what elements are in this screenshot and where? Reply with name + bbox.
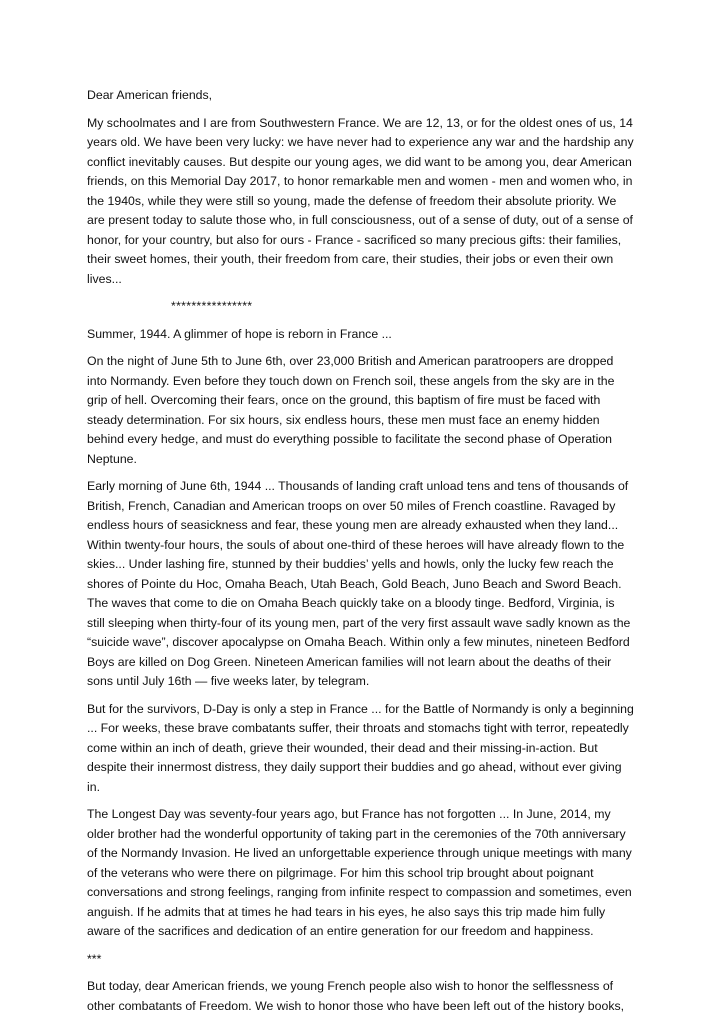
short-asterisk-separator: *** [87, 951, 102, 966]
paragraph-intro: My schoolmates and I are from Southwestern France. We are 12, 13, or for the oldest ones of us, 14 years old. We have been very lucky: we have never had to experience any war and the hardship any conflict inevitably causes. But despite our young ages, we did want to be among you, dear American friends, on this Memorial Day 2017, to honor remarkable men and women - men and women who, in the 1940s, while they were still so young, made the defense of freedom their absolute priority. We are present today to salute those who, in full consciousness, out of a sense of duty, out of a sense of honor, for your country, but also for ours - France - sacrificed so many precious gifts: their families, their sweet homes, their youth, their freedom from care, their studies, their jobs or even their own lives... [87, 115, 634, 286]
asterisk-separator: **************** [171, 299, 253, 313]
paragraph-d-day-landing: Early morning of June 6th, 1944 ... Thousands of landing craft unload tens and tens of thousands of British, French, Canadian and American troops on over 50 miles of French coastline. Ravaged by endless hours of seasickness and fear, these young men are already exhausted when they land... Within twenty-four hours, the souls of about one-third of these heroes will have already flown to the skies... Under lashing fire, stunned by their buddies’ yells and howls, only the lucky few reach the shores of Pointe du Hoc, Omaha Beach, Utah Beach, Gold Beach, Juno Beach and Sword Beach. The waves that come to die on Omaha Beach quickly take on a bloody tinge. Bedford, Virginia, is still sleeping when thirty-four of its young men, part of the very first assault wave sadly known as the “suicide wave”, discover apocalypse on Omaha Beach. Within only a few minutes, nineteen Bedford Boys are killed on Dog Green. Nineteen American families will not learn about the deaths of their sons until July 16th — five weeks later, by telegram. [87, 479, 631, 688]
paragraph-today: But today, dear American friends, we young French people also wish to honor the selflessness of other combatants of Freedom. We wish to honor those who have been left out of the history books, [87, 979, 625, 1013]
paragraph-longest-day: The Longest Day was seventy-four years ago, but France has not forgotten ... In June, 2014, my older brother had the wonderful opportunity of taking part in the ceremonies of the 70th anniversary of the Normandy Invasion. He lived an unforgettable experience through unique meetings with many of the veterans who were there on pilgrimage. For him this school trip brought about poignant conversations and strong feelings, ranging from infinite respect to compassion and sometimes, even anguish. If he admits that at times he had tears in his eyes, he also says this trip made him fully aware of the sacrifices and dedication of an entire generation for our freedom and happiness. [87, 807, 632, 938]
salutation: Dear American friends, [87, 88, 213, 102]
paragraph-survivors: But for the survivors, D-Day is only a step in France ... for the Battle of Normandy is only a beginning ... For weeks, these brave combatants suffer, their throats and stomachs tight with terror, repeatedly come within an inch of death, grieve their wounded, their dead and their missing-in-action. But despite their innermost distress, they daily support their buddies and go ahead, without ever giving in. [87, 701, 634, 794]
section-heading-summer-1944: Summer, 1944. A glimmer of hope is reborn in France ... [87, 326, 392, 341]
paragraph-paratroopers: On the night of June 5th to June 6th, over 23,000 British and American paratroopers are dropped into Normandy. Even before they touch down on French soil, these angels from the sky are in the grip of hell. Overcoming their fears, once on the ground, this baptism of fire must be faced with steady determination. For six hours, six endless hours, these men must face an enemy hidden behind every hedge, and must do everything possible to facilitate the second phase of Operation Neptune. [87, 354, 615, 466]
